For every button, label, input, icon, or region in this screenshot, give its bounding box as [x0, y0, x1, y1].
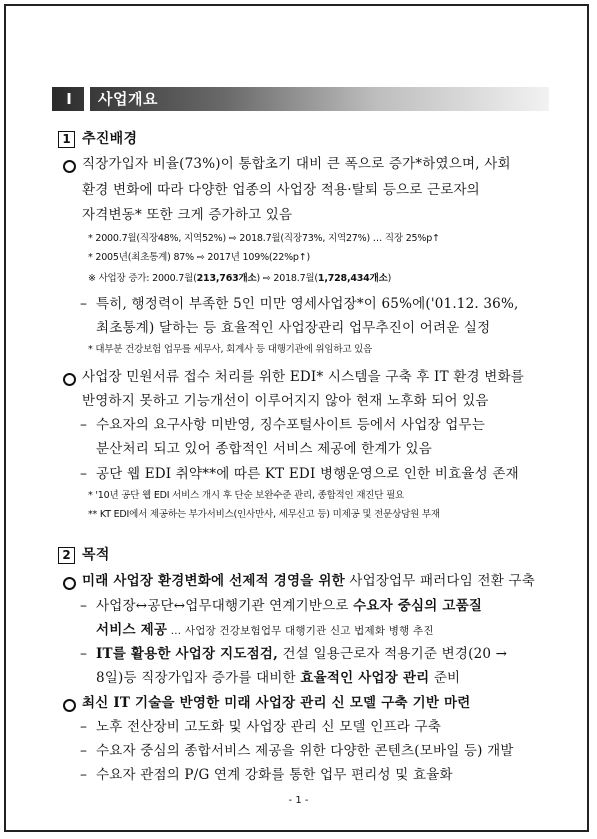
dash-bullet: –: [80, 598, 87, 614]
chapter-title: 사업개요: [98, 90, 158, 108]
circle-bullet: [63, 699, 76, 712]
circle-bullet: [63, 577, 76, 590]
dash-bullet: –: [80, 417, 87, 433]
s1-p1-line3: 자격변동* 또한 크게 증가하고 있음: [82, 207, 293, 223]
s2-p2-dash1: 노후 전산장비 고도화 및 사업장 관리 신 모델 인프라 구축: [96, 719, 441, 735]
circle-bullet: [63, 160, 76, 173]
s2-p1-dash2-line1: IT를 활용한 사업장 지도점검, 건설 일용근로자 적용기준 변경(20 →: [96, 646, 508, 662]
s1-p2-note1: * '10년 공단 웹 EDI 서비스 개시 후 단순 보완수준 관리, 종합적인 재진단 필요: [88, 490, 405, 501]
section-2-title: 목적: [82, 547, 110, 563]
s2-p1-dash2-line2: 8일)등 직장가입자 증가를 대비한 효율적인 사업장 관리 준비: [96, 670, 461, 686]
dash-bullet: –: [80, 466, 87, 482]
dash-bullet: –: [80, 719, 87, 735]
chapter-header-separator: [84, 87, 90, 111]
s2-p2-line1: 최신 IT 기술을 반영한 미래 사업장 관리 신 모델 구축 기반 마련: [82, 695, 471, 711]
chapter-number: Ⅰ: [66, 90, 72, 108]
s2-p2-dash3: 수요자 관점의 P/G 연계 강화를 통한 업무 편리성 및 효율화: [96, 767, 453, 783]
s1-p1-note4: * 대부분 건강보험 업무를 세무사, 회계사 등 대행기관에 위임하고 있음: [88, 344, 373, 355]
s1-p1-note3: ※ 사업장 증가: 2000.7월(213,763개소) ⇨ 2018.7월(1,728,434개소): [88, 273, 392, 284]
s1-p2-dash2: 공단 웹 EDI 취약**에 따른 KT EDI 병행운영으로 인한 비효율성 존재: [96, 466, 519, 482]
section-1-number: 1: [58, 131, 75, 148]
dash-bullet: –: [80, 743, 87, 759]
s1-p1-dash1-line2: 최초통계) 달하는 등 효율적인 사업장관리 업무추진이 어려운 실정: [96, 320, 491, 336]
page-number: - 1 -: [288, 795, 309, 806]
s1-p2-note2: ** KT EDI에서 제공하는 부가서비스(인사만사, 세무신고 등) 미제공 및 전문상담원 부재: [88, 509, 440, 520]
s1-p2-line1: 사업장 민원서류 접수 처리를 위한 EDI* 시스템을 구축 후 IT 환경 변화를: [82, 369, 524, 385]
s2-p1-dash1-line1: 사업장↔공단↔업무대행기관 연계기반으로 수요자 중심의 고품질: [96, 598, 483, 614]
s1-p2-dash1-line2: 분산처리 되고 있어 종합적인 서비스 제공에 한계가 있음: [96, 441, 432, 457]
section-2-number: 2: [58, 547, 75, 564]
s2-p1-dash1-line2: 서비스 제공 … 사업장 건강보험업무 대행기관 신고 법제화 병행 추진: [96, 622, 434, 638]
dash-bullet: –: [80, 767, 87, 783]
s1-p1-dash1-line1: 특히, 행정력이 부족한 5인 미만 영세사업장*이 65%에('01.12. 36%,: [96, 296, 519, 312]
dash-bullet: –: [80, 296, 87, 312]
circle-bullet: [63, 373, 76, 386]
s2-p1-line1: 미래 사업장 환경변화에 선제적 경영을 위한 사업장업무 패러다임 전환 구축: [82, 573, 535, 589]
s1-p2-line2: 반영하지 못하고 기능개선이 이루어지지 않아 현재 노후화 되어 있음: [82, 393, 489, 409]
s1-p1-note1: * 2000.7월(직장48%, 지역52%) ⇨ 2018.7월(직장73%, 지역27%) … 직장 25%p↑: [88, 233, 440, 244]
s1-p2-dash1-line1: 수요자의 요구사항 미반영, 징수포털사이트 등에서 사업장 업무는: [96, 417, 485, 433]
s1-p1-line1: 직장가입자 비율(73%)이 통합초기 대비 큰 폭으로 증가*하였으며, 사회: [82, 156, 511, 172]
section-1-title: 추진배경: [82, 131, 138, 147]
dash-bullet: –: [80, 646, 87, 662]
s1-p1-line2: 환경 변화에 따라 다양한 업종의 사업장 적용·탈퇴 등으로 근로자의: [82, 182, 480, 198]
s1-p1-note2: * 2005년(최초통계) 87% ⇨ 2017년 109%(22%p↑): [88, 252, 311, 263]
s2-p2-dash2: 수요자 중심의 종합서비스 제공을 위한 다양한 콘텐츠(모바일 등) 개발: [96, 743, 514, 759]
